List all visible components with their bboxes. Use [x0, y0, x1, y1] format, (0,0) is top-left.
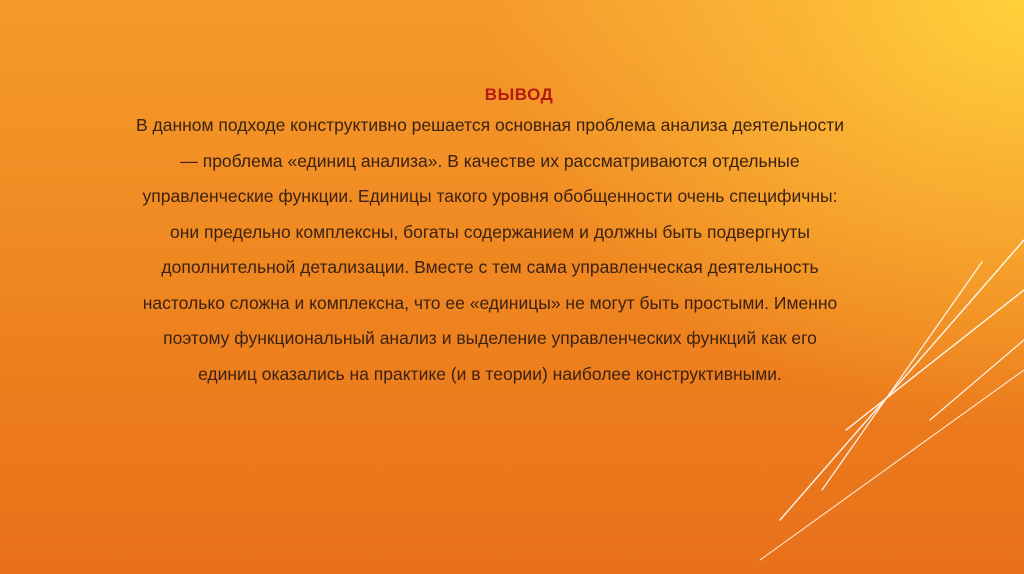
text-line-5: дополнительной детализации. Вместе с тем сама управленческая деятельность [161, 257, 819, 277]
text-line-6: настолько сложна и комплексна, что ее «единицы» не могут быть простыми. Именно [142, 292, 838, 313]
text-line-8: единиц оказались на практике (и в теории) наиболее конструктивными. [198, 363, 782, 384]
text-line-1: В данном подходе конструктивно решается основная проблема анализа деятельности [135, 115, 845, 135]
text-line-7: поэтому функциональный анализ и выделение управленческих функций как его [163, 328, 817, 348]
slide-content [40, 82, 940, 392]
deco-line-5 [760, 370, 1024, 560]
deco-line-2 [930, 340, 1024, 420]
text-line-4: они предельно комплексны, богаты содержанием и должны быть подвергнуты [170, 221, 810, 242]
text-line-3: управленческие функции. Единицы такого уровня обобщенности очень специфичны: [142, 186, 838, 206]
slide-body-text [40, 108, 940, 392]
text-line-2: — проблема «единиц анализа». В качестве их рассматриваются отдельные [180, 150, 800, 171]
slide-title: ВЫВОД [484, 85, 554, 104]
